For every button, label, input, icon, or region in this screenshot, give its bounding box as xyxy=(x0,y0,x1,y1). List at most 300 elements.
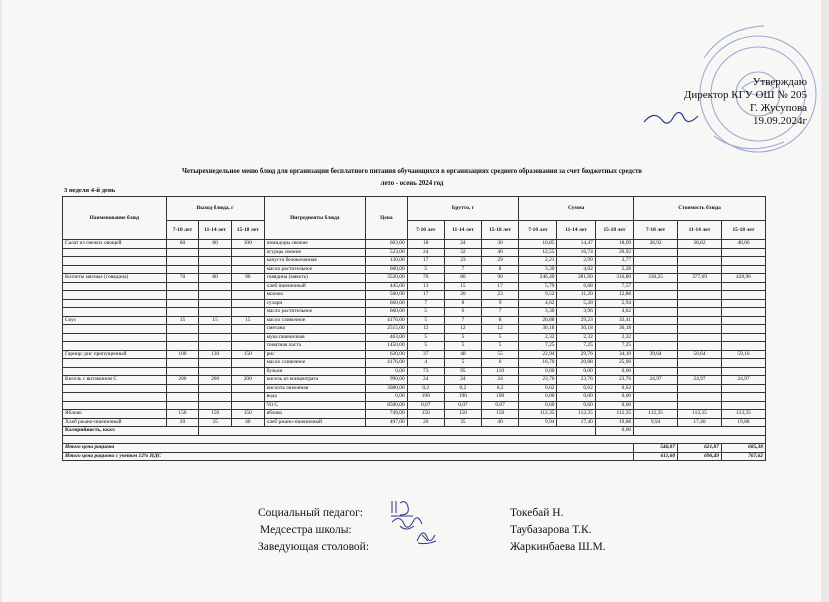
output-7-10-cell xyxy=(166,282,199,291)
sum-15-18-cell: 5,94 xyxy=(595,299,633,308)
cost-7-10-cell xyxy=(634,265,678,274)
cost-11-14-cell: 24,97 xyxy=(678,376,722,385)
sum-7-10-cell: 3,30 xyxy=(519,308,557,317)
table-row xyxy=(63,282,766,291)
header-dish: Наименование блюд xyxy=(63,197,167,240)
price-cell: 660,00 xyxy=(365,299,407,308)
brutto-11-14-cell: 80 xyxy=(444,274,481,283)
dish-name-cell xyxy=(63,291,167,300)
output-11-14-cell: 150 xyxy=(199,410,232,419)
brutto-7-10-cell: 20 xyxy=(407,418,444,427)
cost-15-18-cell: 24,97 xyxy=(721,376,765,385)
output-15-18-cell: 15 xyxy=(231,316,264,325)
price-cell: 3080,00 xyxy=(365,384,407,393)
brutto-15-18-cell: 90 xyxy=(482,274,519,283)
cost-7-10-cell xyxy=(634,282,678,291)
price-cell: 4176,00 xyxy=(365,359,407,368)
brutto-11-14-cell: 5 xyxy=(444,359,481,368)
cost-15-18-cell xyxy=(721,359,765,368)
table-row xyxy=(63,316,766,325)
output-15-18-cell: 200 xyxy=(231,376,264,385)
ingredient-cell: бульон xyxy=(264,367,365,376)
brutto-11-14-cell: 5 xyxy=(444,333,481,342)
output-7-10-cell xyxy=(166,359,199,368)
dish-name-cell xyxy=(63,248,167,257)
table-row xyxy=(63,265,766,274)
sum-11-14-cell: 2,99 xyxy=(557,257,595,266)
dish-name-cell xyxy=(63,359,167,368)
sum-15-18-cell: 112,35 xyxy=(595,410,633,419)
sum-15-18-cell: 30,18 xyxy=(595,325,633,334)
output-11-14-cell xyxy=(199,367,232,376)
price-cell: 3520,00 xyxy=(365,274,407,283)
cost-11-14-cell: 112,35 xyxy=(678,410,722,419)
sum-7-10-cell: 2,32 xyxy=(519,333,557,342)
output-15-18-cell xyxy=(231,282,264,291)
dish-name-cell: Кисель с витамином С xyxy=(63,376,167,385)
blank-row xyxy=(63,435,766,444)
signatory-name: Токебай Н. xyxy=(510,507,564,519)
brutto-11-14-cell: 48 xyxy=(444,350,481,359)
sum-7-10-cell: 30,18 xyxy=(519,325,557,334)
dish-name-cell: Салат из свежих овощей xyxy=(63,240,167,249)
output-7-10-cell xyxy=(166,393,199,402)
ingredient-cell: кислота лимонная xyxy=(264,384,365,393)
cost-11-14-cell xyxy=(678,282,722,291)
document-page xyxy=(2,0,821,602)
approval-date: 19.09.2024г xyxy=(752,115,807,127)
cost-7-10-cell: 112,35 xyxy=(634,410,678,419)
cost-7-10-cell xyxy=(634,367,678,376)
price-cell: 463,00 xyxy=(365,333,407,342)
table-row xyxy=(63,410,766,419)
ingredient-cell: капуста белокочанная xyxy=(264,257,365,266)
brutto-7-10-cell: 190 xyxy=(407,393,444,402)
price-cell: 0,00 xyxy=(365,393,407,402)
output-11-14-cell xyxy=(199,248,232,257)
table-row xyxy=(63,393,766,402)
sum-15-18-cell: 0,00 xyxy=(595,367,633,376)
cost-15-18-cell xyxy=(721,308,765,317)
sum-15-18-cell: 34,10 xyxy=(595,350,633,359)
brutto-15-18-cell: 30 xyxy=(482,240,519,249)
cost-15-18-cell xyxy=(721,265,765,274)
cost-7-10-cell: 39,64 xyxy=(634,350,678,359)
cost-15-18-cell xyxy=(721,248,765,257)
dish-name-cell xyxy=(63,384,167,393)
total-value-7-10: 546,07 xyxy=(634,444,678,453)
sum-7-10-cell: 22,94 xyxy=(519,350,557,359)
sum-15-18-cell: 23,76 xyxy=(595,376,633,385)
ingredient-cell: мука пшеничная xyxy=(264,333,365,342)
cost-7-10-cell xyxy=(634,359,678,368)
header-age-11-14: 11-14 лет xyxy=(678,221,722,240)
cost-11-14-cell xyxy=(678,325,722,334)
brutto-7-10-cell: 17 xyxy=(407,291,444,300)
output-15-18-cell xyxy=(231,333,264,342)
cost-7-10-cell: 330,25 xyxy=(634,274,678,283)
output-15-18-cell: 150 xyxy=(231,350,264,359)
ingredient-cell: кисель из концентрата xyxy=(264,376,365,385)
header-age-7-10: 7-10 лет xyxy=(407,221,444,240)
output-11-14-cell xyxy=(199,333,232,342)
output-15-18-cell xyxy=(231,291,264,300)
dish-name-cell xyxy=(63,342,167,351)
cost-7-10-cell xyxy=(634,333,678,342)
output-15-18-cell xyxy=(231,265,264,274)
output-15-18-cell xyxy=(231,248,264,257)
dish-name-cell xyxy=(63,299,167,308)
sum-15-18-cell: 20,92 xyxy=(595,248,633,257)
sum-7-10-cell: 9,52 xyxy=(519,291,557,300)
output-11-14-cell xyxy=(199,257,232,266)
cost-15-18-cell xyxy=(721,342,765,351)
brutto-15-18-cell: 23 xyxy=(482,291,519,300)
output-11-14-cell xyxy=(199,308,232,317)
output-7-10-cell: 200 xyxy=(166,376,199,385)
brutto-15-18-cell: 29 xyxy=(482,257,519,266)
header-output: Выход блюда, г xyxy=(166,197,264,221)
dish-name-cell xyxy=(63,308,167,317)
cost-7-10-cell xyxy=(634,401,678,410)
approval-position: Директор КГУ ОШ № 205 xyxy=(683,89,807,101)
header-age-7-10: 7-10 лет xyxy=(166,221,199,240)
cost-11-14-cell xyxy=(678,265,722,274)
table-row xyxy=(63,333,766,342)
approval-title: Утверждаю xyxy=(752,76,807,88)
total-value-11-14: 621,87 xyxy=(678,444,722,453)
sum-7-10-cell: 20,88 xyxy=(519,316,557,325)
cost-15-18-cell: 113,35 xyxy=(721,410,765,419)
cost-7-10-cell xyxy=(634,299,678,308)
output-7-10-cell xyxy=(166,325,199,334)
sum-7-10-cell: 10,85 xyxy=(519,240,557,249)
output-15-18-cell xyxy=(231,359,264,368)
brutto-15-18-cell: 150 xyxy=(482,410,519,419)
brutto-15-18-cell: 9 xyxy=(482,299,519,308)
sum-7-10-cell: 12,55 xyxy=(519,248,557,257)
ingredient-cell: огурцы свежие xyxy=(264,248,365,257)
brutto-7-10-cell: 24 xyxy=(407,376,444,385)
header-age-11-14: 11-14 лет xyxy=(557,221,595,240)
brutto-7-10-cell: 5 xyxy=(407,342,444,351)
table-row xyxy=(63,240,766,249)
cost-7-10-cell xyxy=(634,291,678,300)
brutto-11-14-cell: 24 xyxy=(444,240,481,249)
cost-11-14-cell xyxy=(678,401,722,410)
cost-15-18-cell: 59,16 xyxy=(721,350,765,359)
header-cost: Стоимость блюда xyxy=(634,197,766,221)
signatory-position: Заведующая столовой: xyxy=(258,541,370,553)
sum-11-14-cell: 30,18 xyxy=(557,325,595,334)
dish-name-cell: Хлеб ржано-пшеничный xyxy=(63,418,167,427)
output-15-18-cell xyxy=(231,325,264,334)
brutto-15-18-cell: 8 xyxy=(482,316,519,325)
ingredient-cell: яблоко xyxy=(264,410,365,419)
brutto-7-10-cell: 5 xyxy=(407,308,444,317)
header-ingredients: Ингредиенты блюда xyxy=(264,197,365,240)
sum-7-10-cell: 2,21 xyxy=(519,257,557,266)
calories-label: Калорийность, ккал xyxy=(63,427,199,436)
table-row xyxy=(63,401,766,410)
sum-11-14-cell: 112,35 xyxy=(557,410,595,419)
output-11-14-cell xyxy=(199,359,232,368)
total-vat-value-11-14: 696,49 xyxy=(678,452,722,461)
table-row xyxy=(63,342,766,351)
brutto-11-14-cell: 6 xyxy=(444,308,481,317)
output-15-18-cell xyxy=(231,401,264,410)
sum-11-14-cell: 4,62 xyxy=(557,265,595,274)
dish-name-cell xyxy=(63,257,167,266)
brutto-11-14-cell: 20 xyxy=(444,291,481,300)
signatory-position: Медсестра школы: xyxy=(260,524,352,536)
sum-15-18-cell: 0,60 xyxy=(595,401,633,410)
menu-table xyxy=(62,196,766,461)
output-7-10-cell xyxy=(166,265,199,274)
cost-7-10-cell xyxy=(634,316,678,325)
ingredient-cell: хлеб ржано-пшеничный xyxy=(264,418,365,427)
total-vat-row xyxy=(63,452,766,461)
brutto-7-10-cell: 0,2 xyxy=(407,384,444,393)
cost-15-18-cell xyxy=(721,333,765,342)
output-7-10-cell: 100 xyxy=(166,350,199,359)
dish-name-cell xyxy=(63,401,167,410)
dish-name-cell: Гарнир: рис припущенный xyxy=(63,350,167,359)
cost-7-10-cell: 28,92 xyxy=(634,240,678,249)
sum-11-14-cell: 29,76 xyxy=(557,350,595,359)
output-11-14-cell: 130 xyxy=(199,350,232,359)
sum-7-10-cell: 246,40 xyxy=(519,274,557,283)
brutto-11-14-cell: 7 xyxy=(444,316,481,325)
output-11-14-cell: 15 xyxy=(199,316,232,325)
sum-11-14-cell: 29,23 xyxy=(557,316,595,325)
cost-11-14-cell xyxy=(678,257,722,266)
brutto-11-14-cell: 0,2 xyxy=(444,384,481,393)
brutto-11-14-cell: 15 xyxy=(444,282,481,291)
brutto-11-14-cell: 95 xyxy=(444,367,481,376)
cost-15-18-cell xyxy=(721,367,765,376)
sum-7-10-cell: 23,76 xyxy=(519,376,557,385)
sum-15-18-cell: 7,25 xyxy=(595,342,633,351)
brutto-7-10-cell: 0,07 xyxy=(407,401,444,410)
title-line-1: Четырехнедельное меню блюд для организации бесплатного питания обучающихся в организациях среднего образования за счет бюджетных средств xyxy=(182,168,642,175)
sum-15-18-cell: 316,80 xyxy=(595,274,633,283)
output-15-18-cell xyxy=(231,308,264,317)
price-cell: 620,00 xyxy=(365,350,407,359)
sum-11-14-cell: 281,60 xyxy=(557,274,595,283)
sum-7-10-cell: 4,62 xyxy=(519,299,557,308)
ingredient-cell: хлеб пшеничный xyxy=(264,282,365,291)
brutto-7-10-cell: 37 xyxy=(407,350,444,359)
output-11-14-cell: 200 xyxy=(199,376,232,385)
brutto-15-18-cell: 7 xyxy=(482,308,519,317)
cost-11-14-cell: 17,40 xyxy=(678,418,722,427)
header-sum: Сумма xyxy=(519,197,634,221)
header-age-15-18: 15-18 лет xyxy=(231,221,264,240)
total-row xyxy=(63,444,766,453)
header-age-15-18: 15-18 лет xyxy=(595,221,633,240)
output-15-18-cell: 100 xyxy=(231,240,264,249)
brutto-7-10-cell: 7 xyxy=(407,299,444,308)
menu-table-body xyxy=(63,240,766,427)
sum-15-18-cell: 2,32 xyxy=(595,333,633,342)
sum-11-14-cell: 0,00 xyxy=(557,393,595,402)
price-cell: 603,00 xyxy=(365,240,407,249)
sum-11-14-cell: 0,60 xyxy=(557,401,595,410)
cost-11-14-cell xyxy=(678,342,722,351)
price-cell: 749,00 xyxy=(365,410,407,419)
sum-11-14-cell: 17,40 xyxy=(557,418,595,427)
brutto-15-18-cell: 55 xyxy=(482,350,519,359)
sum-15-18-cell: 5,28 xyxy=(595,265,633,274)
document-title xyxy=(62,166,762,190)
cost-15-18-cell xyxy=(721,401,765,410)
sum-15-18-cell: 0,00 xyxy=(595,393,633,402)
sum-11-14-cell: 11,20 xyxy=(557,291,595,300)
cost-15-18-cell xyxy=(721,384,765,393)
brutto-7-10-cell: 73 xyxy=(407,367,444,376)
brutto-11-14-cell: 23 xyxy=(444,257,481,266)
calories-value: 0,00 xyxy=(595,427,633,436)
brutto-11-14-cell: 150 xyxy=(444,410,481,419)
brutto-15-18-cell: 8 xyxy=(482,265,519,274)
signatory-name: Таубазарова Т.К. xyxy=(510,524,592,536)
output-11-14-cell xyxy=(199,325,232,334)
output-15-18-cell: 90 xyxy=(231,274,264,283)
title-line-2: лето - осень 2024 год xyxy=(380,180,444,187)
output-7-10-cell: 60 xyxy=(166,240,199,249)
total-vat-value-7-10: 611,60 xyxy=(634,452,678,461)
cost-11-14-cell: 38,82 xyxy=(678,240,722,249)
header-price: Цена xyxy=(365,197,407,240)
output-7-10-cell xyxy=(166,401,199,410)
cost-15-18-cell xyxy=(721,393,765,402)
cost-7-10-cell xyxy=(634,248,678,257)
sum-15-18-cell: 33,41 xyxy=(595,316,633,325)
ingredient-cell: масло сливочное xyxy=(264,316,365,325)
brutto-7-10-cell: 5 xyxy=(407,333,444,342)
price-cell: 660,00 xyxy=(365,265,407,274)
dish-name-cell: Соус xyxy=(63,316,167,325)
sum-15-18-cell: 3,77 xyxy=(595,257,633,266)
sum-15-18-cell: 12,88 xyxy=(595,291,633,300)
cost-11-14-cell xyxy=(678,384,722,393)
total-label: Итого цена рациона xyxy=(63,444,634,453)
sum-15-18-cell: 7,57 xyxy=(595,282,633,291)
table-row xyxy=(63,257,766,266)
sum-11-14-cell: 20,88 xyxy=(557,359,595,368)
cost-15-18-cell xyxy=(721,316,765,325)
output-7-10-cell: 150 xyxy=(166,410,199,419)
header-brutto: Брутто, г xyxy=(407,197,519,221)
brutto-7-10-cell: 18 xyxy=(407,240,444,249)
dish-name-cell xyxy=(63,325,167,334)
cost-7-10-cell: 9,94 xyxy=(634,418,678,427)
sum-11-14-cell: 6,68 xyxy=(557,282,595,291)
output-7-10-cell xyxy=(166,248,199,257)
output-7-10-cell xyxy=(166,367,199,376)
price-cell: 560,00 xyxy=(365,291,407,300)
brutto-15-18-cell: 12 xyxy=(482,325,519,334)
brutto-11-14-cell: 190 xyxy=(444,393,481,402)
cost-15-18-cell: 48,06 xyxy=(721,240,765,249)
cost-11-14-cell xyxy=(678,367,722,376)
director-signature xyxy=(642,108,702,130)
ingredient-cell: томатная паста xyxy=(264,342,365,351)
ingredient-cell: сметана xyxy=(264,325,365,334)
table-row xyxy=(63,291,766,300)
sum-11-14-cell: 16,74 xyxy=(557,248,595,257)
cost-11-14-cell xyxy=(678,393,722,402)
ingredient-cell: масло сливочное xyxy=(264,359,365,368)
output-11-14-cell xyxy=(199,291,232,300)
week-label: 3 неделя 4-й день xyxy=(64,187,116,194)
sum-11-14-cell: 7,25 xyxy=(557,342,595,351)
table-row xyxy=(63,274,766,283)
cost-11-14-cell xyxy=(678,291,722,300)
signatory-position: Социальный педагог: xyxy=(258,507,363,519)
table-row xyxy=(63,418,766,427)
table-row xyxy=(63,308,766,317)
dish-name-cell xyxy=(63,282,167,291)
calories-row xyxy=(63,427,766,436)
canteen-manager-signature xyxy=(414,527,440,547)
cost-7-10-cell xyxy=(634,257,678,266)
header-age-7-10: 7-10 лет xyxy=(519,221,557,240)
cost-11-14-cell xyxy=(678,316,722,325)
output-11-14-cell xyxy=(199,265,232,274)
dish-name-cell xyxy=(63,367,167,376)
brutto-11-14-cell: 35 xyxy=(444,418,481,427)
output-7-10-cell xyxy=(166,384,199,393)
table-row xyxy=(63,376,766,385)
ingredient-cell: говядина (мякоть) xyxy=(264,274,365,283)
cost-7-10-cell xyxy=(634,308,678,317)
brutto-7-10-cell: 5 xyxy=(407,265,444,274)
brutto-15-18-cell: 110 xyxy=(482,367,519,376)
output-11-14-cell: 80 xyxy=(199,274,232,283)
sum-15-18-cell: 25,06 xyxy=(595,359,633,368)
output-15-18-cell: 150 xyxy=(231,410,264,419)
ingredient-cell: масло растительное xyxy=(264,308,365,317)
header-age-7-10: 7-10 лет xyxy=(634,221,678,240)
brutto-7-10-cell: 24 xyxy=(407,248,444,257)
sum-11-14-cell: 23,76 xyxy=(557,376,595,385)
output-15-18-cell xyxy=(231,384,264,393)
output-11-14-cell: 35 xyxy=(199,418,232,427)
sum-7-10-cell: 0,60 xyxy=(519,401,557,410)
brutto-15-18-cell: 0,07 xyxy=(482,401,519,410)
cost-11-14-cell xyxy=(678,299,722,308)
dish-name-cell xyxy=(63,333,167,342)
sum-7-10-cell: 0,00 xyxy=(519,393,557,402)
sum-15-18-cell: 18,09 xyxy=(595,240,633,249)
cost-11-14-cell xyxy=(678,333,722,342)
sum-15-18-cell: 4,62 xyxy=(595,308,633,317)
cost-11-14-cell xyxy=(678,308,722,317)
brutto-7-10-cell: 5 xyxy=(407,316,444,325)
ingredient-cell: молоко xyxy=(264,291,365,300)
output-7-10-cell: 15 xyxy=(166,316,199,325)
ingredient-cell: сухари xyxy=(264,299,365,308)
table-row xyxy=(63,350,766,359)
sum-7-10-cell: 9,94 xyxy=(519,418,557,427)
sum-7-10-cell: 3,30 xyxy=(519,265,557,274)
brutto-11-14-cell: 24 xyxy=(444,376,481,385)
sum-7-10-cell: 0,62 xyxy=(519,384,557,393)
brutto-7-10-cell: 70 xyxy=(407,274,444,283)
table-row xyxy=(63,299,766,308)
